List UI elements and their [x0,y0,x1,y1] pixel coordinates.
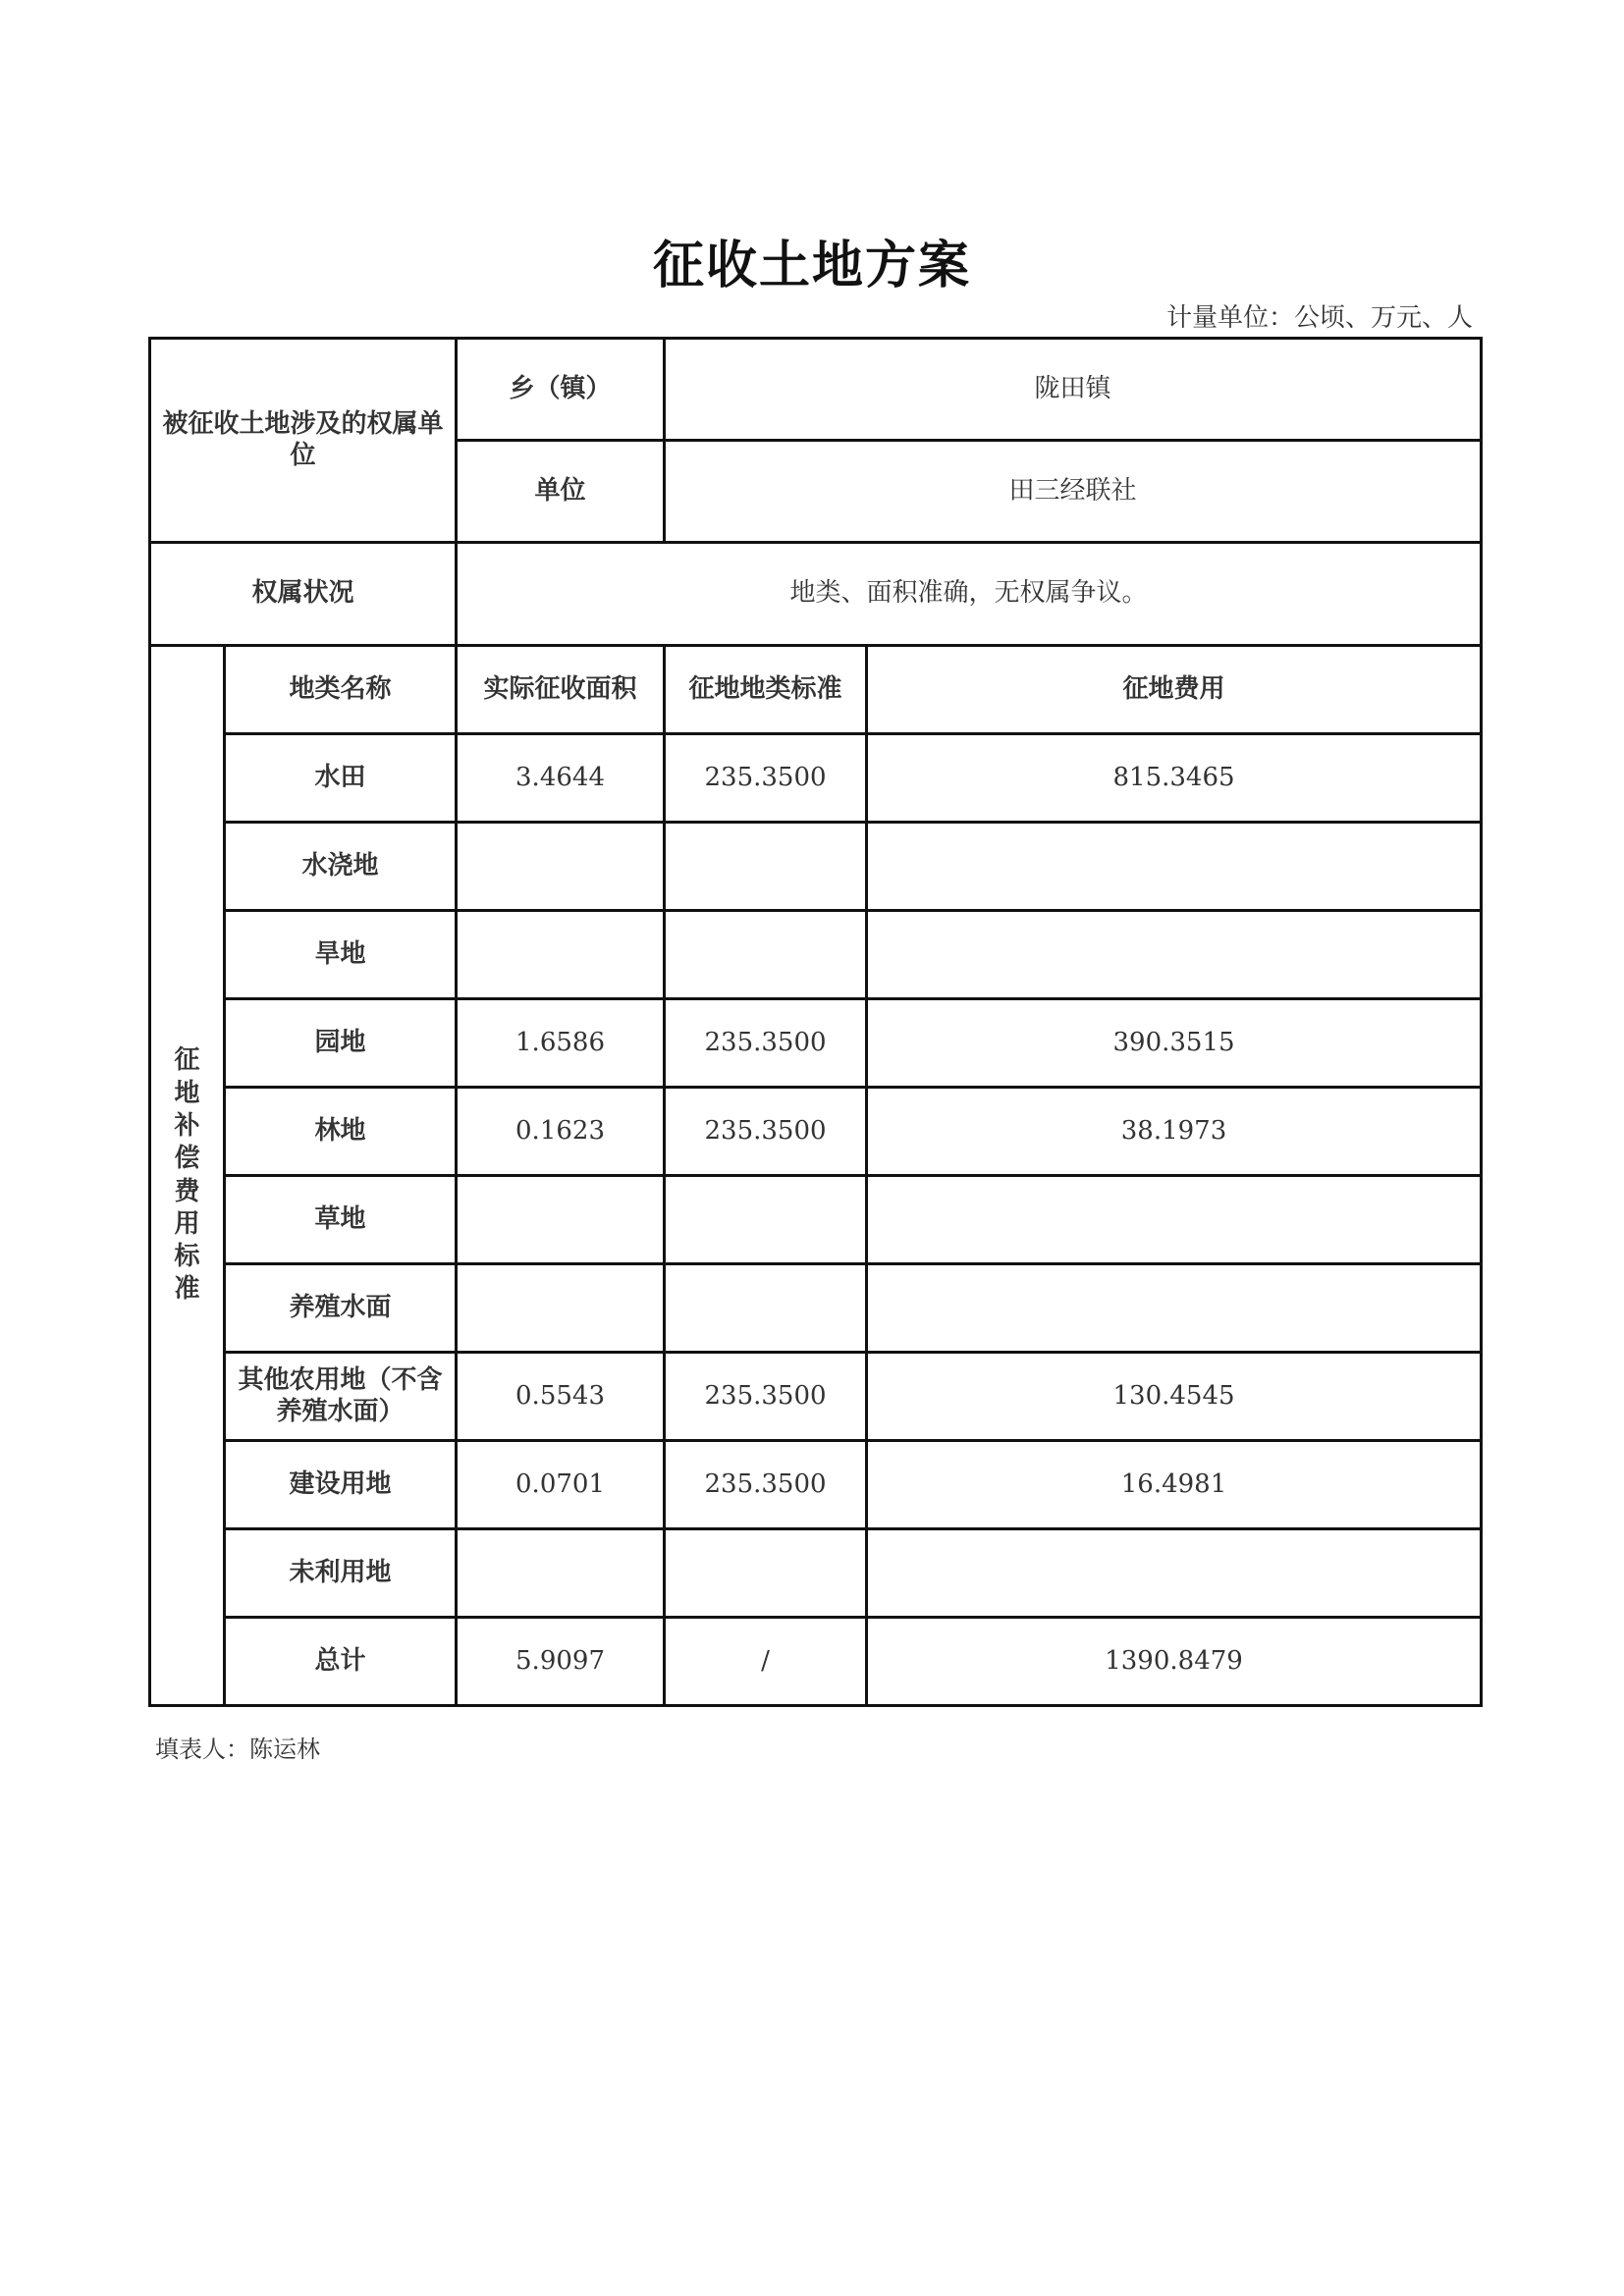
actual-area: 0.0701 [457,1441,665,1529]
land-type-name: 旱地 [225,911,457,999]
land-type-name: 其他农用地（不含养殖水面） [225,1353,457,1441]
land-standard: 235.3500 [665,999,867,1088]
compensation-group-label [150,646,225,1706]
table-row [150,1353,1482,1441]
total-area: 5.9097 [457,1618,665,1706]
header-standard: 征地地类标准 [665,646,867,734]
land-standard: 235.3500 [665,1088,867,1176]
header-land-type: 地类名称 [225,646,457,734]
acquisition-fee: 815.3465 [867,734,1482,823]
table-row [150,1264,1482,1353]
table-row [150,734,1482,823]
actual-area: 1.6586 [457,999,665,1088]
land-type-name: 未利用地 [225,1529,457,1618]
land-standard [665,823,867,911]
land-type-name: 水浇地 [225,823,457,911]
total-row [150,1618,1482,1706]
land-type-name: 园地 [225,999,457,1088]
acquisition-fee [867,1264,1482,1353]
compensation-group-text: 征地补偿费用标准 [174,1045,200,1305]
page-title: 征收土地方案 [652,236,971,295]
actual-area: 3.4644 [457,734,665,823]
land-standard [665,1264,867,1353]
land-type-name: 建设用地 [225,1441,457,1529]
table-row [150,1088,1482,1176]
total-label: 总计 [225,1618,457,1706]
land-standard: 235.3500 [665,1353,867,1441]
land-type-name: 草地 [225,1176,457,1264]
land-standard: 235.3500 [665,1441,867,1529]
total-fee: 1390.8479 [867,1618,1482,1706]
ownership-status-label: 权属状况 [150,543,457,646]
table-row [150,911,1482,999]
ownership-status-value: 地类、面积准确，无权属争议。 [457,543,1482,646]
actual-area [457,823,665,911]
acquisition-fee [867,1529,1482,1618]
table-row [150,1529,1482,1618]
acquisition-fee: 38.1973 [867,1088,1482,1176]
actual-area [457,1529,665,1618]
acquisition-fee: 16.4981 [867,1441,1482,1529]
ownership-group-label: 被征收土地涉及的权属单位 [150,339,457,543]
actual-area: 0.5543 [457,1353,665,1441]
land-standard [665,1176,867,1264]
acquisition-fee [867,823,1482,911]
acquisition-fee: 390.3515 [867,999,1482,1088]
acquisition-fee: 130.4545 [867,1353,1482,1441]
actual-area [457,1264,665,1353]
unit-note: 计量单位：公顷、万元、人 [1165,303,1473,333]
land-acquisition-table [148,337,1483,1707]
actual-area [457,1176,665,1264]
land-standard [665,911,867,999]
unit-value: 田三经联社 [665,441,1482,543]
acquisition-fee [867,911,1482,999]
actual-area [457,911,665,999]
land-type-name: 水田 [225,734,457,823]
unit-label: 单位 [457,441,665,543]
land-type-name: 养殖水面 [225,1264,457,1353]
filler-signature: 填表人：陈运林 [155,1735,320,1763]
actual-area: 0.1623 [457,1088,665,1176]
table-row [150,1441,1482,1529]
table-row [150,823,1482,911]
table-row [150,999,1482,1088]
township-label: 乡（镇） [457,339,665,441]
land-type-name: 林地 [225,1088,457,1176]
table-row [150,1176,1482,1264]
township-value: 陇田镇 [665,339,1482,441]
header-fee: 征地费用 [867,646,1482,734]
acquisition-fee [867,1176,1482,1264]
land-standard [665,1529,867,1618]
land-standard: 235.3500 [665,734,867,823]
header-actual-area: 实际征收面积 [457,646,665,734]
total-standard: / [665,1618,867,1706]
